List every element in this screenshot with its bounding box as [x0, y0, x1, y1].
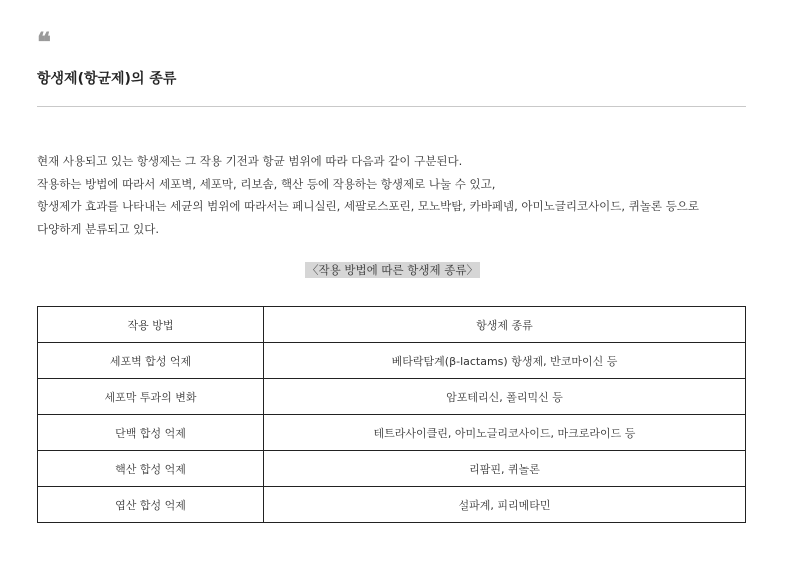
- body-paragraph: [37, 150, 757, 240]
- table-row: [38, 451, 746, 487]
- table-header-row: [38, 307, 746, 343]
- cell-method: 세포벽 합성 억제: [38, 343, 264, 379]
- cell-type: 설파계, 피리메타민: [264, 487, 746, 523]
- divider: [37, 106, 746, 107]
- header-type: 항생제 종류: [264, 307, 746, 343]
- cell-type: 리팜핀, 퀴놀론: [264, 451, 746, 487]
- table-row: [38, 415, 746, 451]
- cell-method: 엽산 합성 억제: [38, 487, 264, 523]
- quote-mark-icon: ❝: [37, 28, 49, 58]
- cell-type: 베타락탐계(β-lactams) 항생제, 반코마이신 등: [264, 343, 746, 379]
- cell-type: 암포테리신, 폴리믹신 등: [264, 379, 746, 415]
- cell-method: 단백 합성 억제: [38, 415, 264, 451]
- table-caption-text: 〈작용 방법에 따른 항생제 종류〉: [307, 263, 478, 277]
- table-row: [38, 343, 746, 379]
- antibiotic-table: [37, 306, 746, 523]
- paragraph-line: 작용하는 방법에 따라서 세포벽, 세포막, 리보솜, 핵산 등에 작용하는 항생제로 나눌 수 있고,: [37, 176, 496, 191]
- paragraph-line: 다양하게 분류되고 있다.: [37, 221, 160, 236]
- paragraph-line: 현재 사용되고 있는 항생제는 그 작용 기전과 항균 범위에 따라 다음과 같이 구분된다.: [37, 154, 463, 168]
- header-method: 작용 방법: [38, 307, 264, 343]
- table-row: [38, 487, 746, 523]
- cell-method: 세포막 투과의 변화: [38, 379, 264, 415]
- table-caption: [0, 261, 785, 279]
- paragraph-line: 항생제가 효과를 나타내는 세균의 범위에 따라서는 페니실린, 세팔로스포린, 모노박탐, 카바페넴, 아미노글리코사이드, 퀴놀론 등으로: [37, 199, 700, 213]
- cell-type: 테트라사이클린, 아미노글리코사이드, 마크로라이드 등: [264, 415, 746, 451]
- table-row: [38, 379, 746, 415]
- cell-method: 핵산 합성 억제: [38, 451, 264, 487]
- section-title: 항생제(항균제)의 종류: [37, 71, 177, 87]
